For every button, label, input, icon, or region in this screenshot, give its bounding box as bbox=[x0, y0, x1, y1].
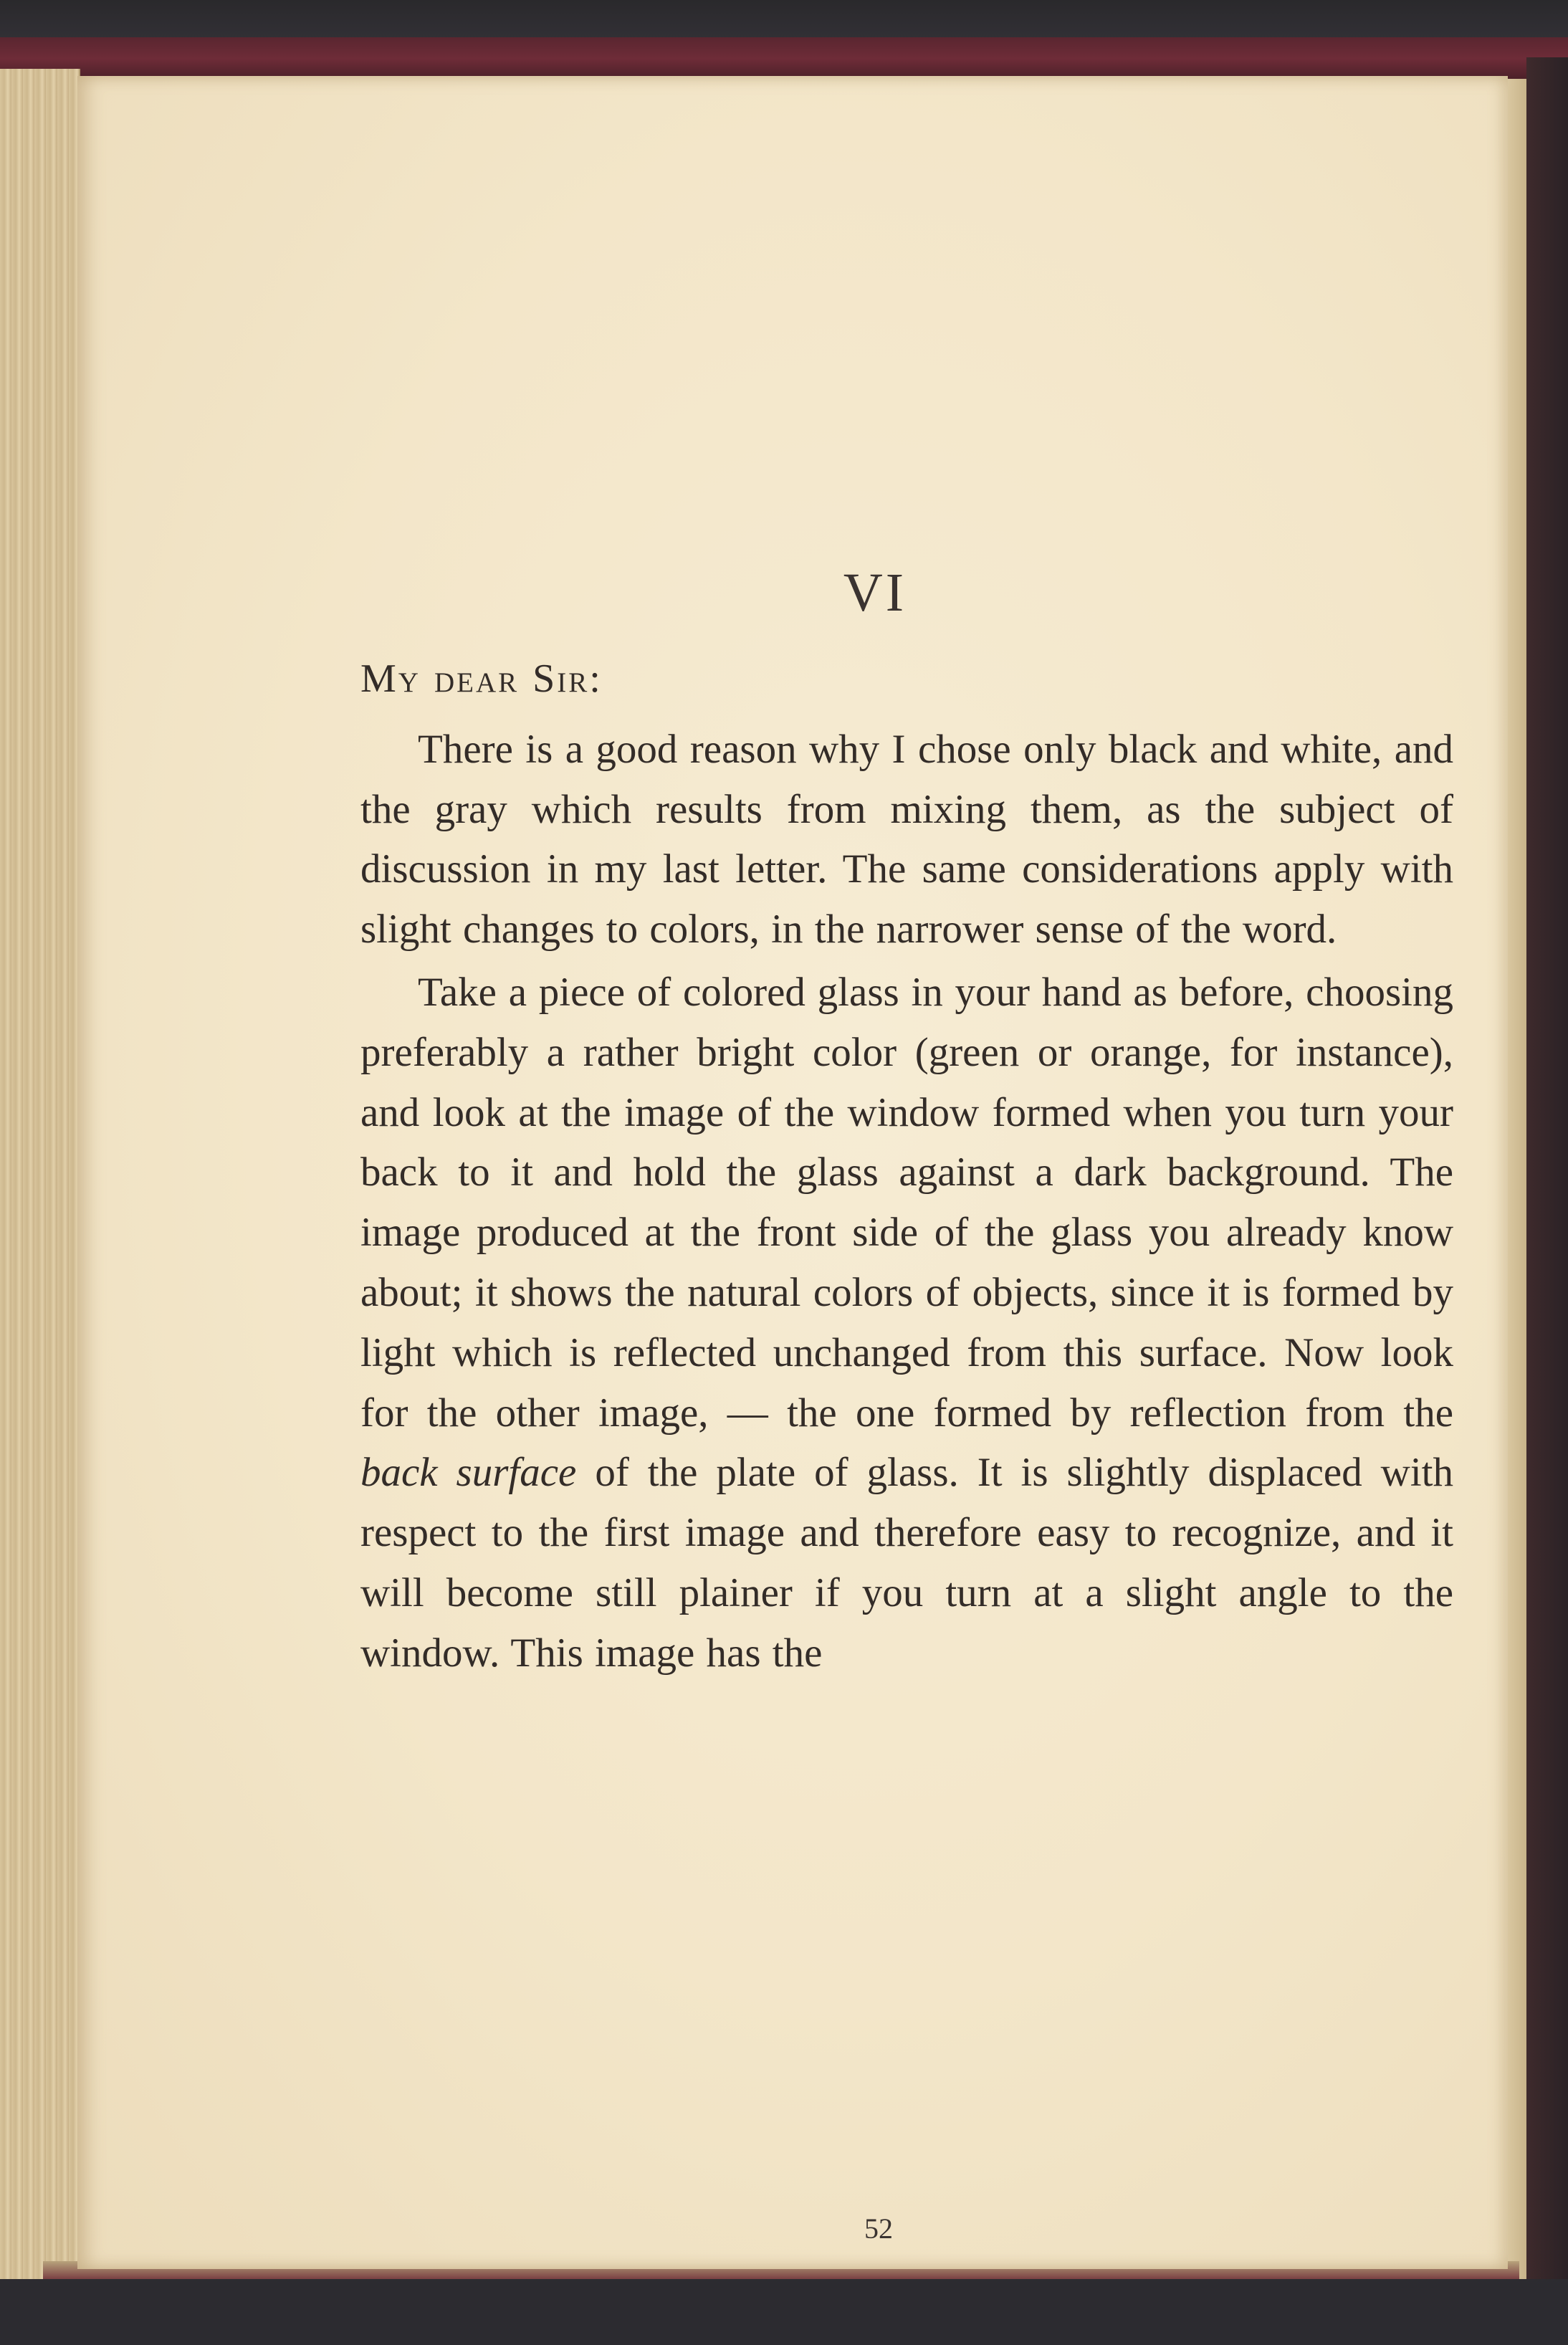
paragraph-2-text-end: of the plate of glass. It is slightly displaced with respect to the first image and therefore easy to recognize, and it will become still plainer if you turn at a slight angle to the window. This image has the bbox=[360, 1450, 1453, 1676]
bottom-cover-cloth bbox=[0, 2279, 1568, 2345]
page-number: 52 bbox=[864, 2212, 893, 2245]
right-page-edge bbox=[1506, 79, 1526, 2286]
paragraph-2-emphasis: back surface bbox=[360, 1450, 577, 1496]
book-page bbox=[77, 76, 1508, 2269]
paragraph-1: There is a good reason why I chose only black and white, and the gray which results from mixing them, as the subject of discussion in my last letter. The same considerations apply with slight changes to colors, in the narrower sense of the word. bbox=[360, 726, 1453, 952]
paragraph-2 bbox=[360, 963, 1453, 1683]
binding-edge bbox=[0, 37, 1568, 80]
page-stack-edge bbox=[0, 69, 80, 2283]
paragraph-2-text-start: Take a piece of colored glass in your hand as before, choosing preferably a rather bright color (green or orange, for instance), and look at the image of the window formed when you turn your back to it and hold the glass against a dark background. The image produced at the front side of the glass you already know about; it shows the natural colors of objects, since it is formed by light which is reflected unchanged from this surface. Now look for the other image, — the one formed by reflection from the bbox=[360, 969, 1453, 1436]
right-cover bbox=[1526, 57, 1568, 2345]
letter-text bbox=[360, 649, 1453, 1686]
chapter-number: VI bbox=[843, 563, 907, 623]
salutation: My dear Sir: bbox=[360, 656, 603, 701]
